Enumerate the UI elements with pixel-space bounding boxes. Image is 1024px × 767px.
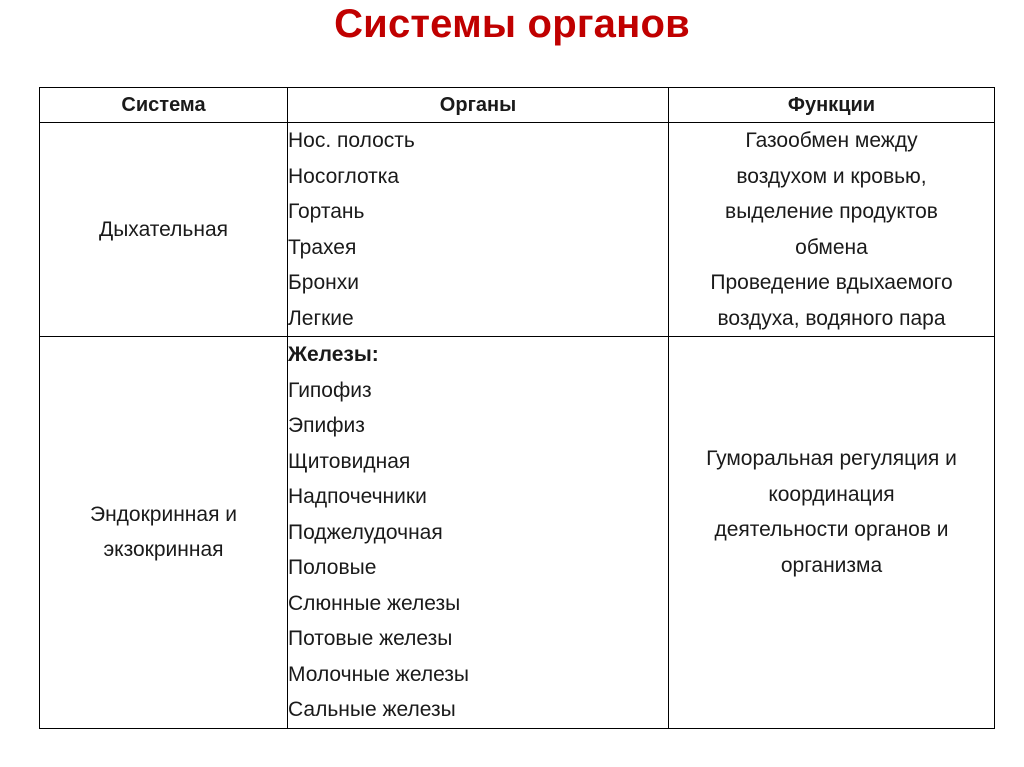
system-name-line: Эндокринная и — [89, 503, 238, 527]
organ-item: Трахея — [288, 235, 357, 259]
system-cell — [40, 337, 288, 729]
function-line: координация — [768, 482, 895, 506]
function-line: деятельности органов и — [714, 518, 949, 542]
system-name-line: Дыхательная — [98, 218, 228, 241]
organ-item: Половые — [288, 556, 377, 579]
organ-item: Молочные железы — [288, 662, 470, 686]
organ-item: Потовые железы — [288, 627, 453, 650]
functions-cell — [669, 123, 995, 337]
function-line: обмена — [795, 235, 868, 259]
organs-heading: Железы: — [288, 343, 379, 366]
table-header-row — [40, 88, 995, 123]
system-name-line: экзокринная — [103, 538, 224, 562]
function-line: Гуморальная регуляция и — [706, 447, 957, 471]
organ-item: Гипофиз — [288, 378, 372, 402]
function-line: Проведение вдыхаемого — [710, 271, 953, 294]
column-header-system: Система — [40, 88, 288, 123]
table-row — [40, 337, 995, 729]
column-header-organs: Органы — [288, 88, 669, 123]
system-cell — [40, 123, 288, 337]
page-title: Системы органов — [334, 2, 690, 46]
organ-item: Нос. полость — [288, 129, 415, 152]
table-row — [40, 123, 995, 337]
function-line: Газообмен между — [745, 129, 918, 152]
organ-item: Носоглотка — [288, 164, 400, 188]
column-header-functions: Функции — [669, 88, 995, 123]
organ-item: Легкие — [288, 306, 354, 330]
function-line: выделение продуктов — [725, 200, 938, 223]
organ-item: Эпифиз — [288, 414, 365, 437]
organ-item: Бронхи — [288, 271, 359, 294]
organ-systems-table — [39, 87, 995, 729]
function-line: организма — [780, 553, 883, 577]
organ-item: Гортань — [288, 200, 365, 223]
organs-cell — [288, 337, 669, 729]
organ-item: Щитовидная — [288, 449, 411, 473]
organ-item: Сальные железы — [288, 698, 456, 721]
function-line: воздухом и кровью, — [736, 164, 927, 188]
function-line: воздуха, водяного пара — [717, 306, 946, 330]
organ-item: Поджелудочная — [288, 520, 443, 544]
organ-item: Надпочечники — [288, 485, 427, 508]
organ-item: Слюнные железы — [288, 591, 461, 615]
organs-cell — [288, 123, 669, 337]
functions-cell — [669, 337, 995, 729]
